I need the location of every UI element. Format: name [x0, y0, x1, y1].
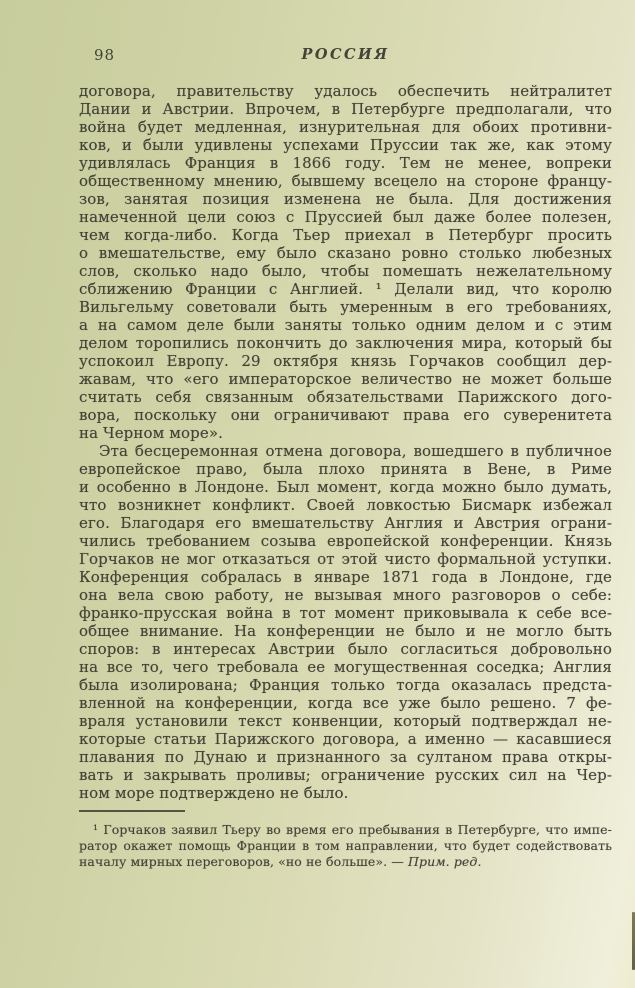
- text-line: успокоил Европу. 29 октября князь Горчаков сообщил дер-: [79, 352, 612, 370]
- text-line: зов, занятая позиция изменена не была. Для достижения: [79, 190, 612, 208]
- text-line: Дании и Австрии. Впрочем, в Петербурге предполагали, что: [79, 100, 612, 118]
- running-title: РОССИЯ: [301, 46, 390, 63]
- text-line: считать себя связанным обязательствами Парижского дого-: [79, 388, 612, 406]
- text-line: франко-прусская война в тот момент приковывала к себе все-: [79, 604, 612, 622]
- text-line: вора, поскольку они ограничивают права его суверенитета: [79, 406, 612, 424]
- text-line: делом торопились покончить до заключения мира, который бы: [79, 334, 612, 352]
- text-line: Конференция собралась в январе 1871 года в Лондоне, где: [79, 568, 612, 586]
- footnote-last-line-text: началу мирных переговоров, «но не больше». —: [79, 854, 408, 869]
- text-line: чем когда-либо. Когда Тьер приехал в Петербург просить: [79, 226, 612, 244]
- text-line: чились требованием созыва европейской конференции. Князь: [79, 532, 612, 550]
- text-line: сближению Франции с Англией. ¹ Делали вид, что королю: [79, 280, 612, 298]
- footnote-lines: [79, 822, 612, 854]
- footnote-line: ратор окажет помощь Франции в том направлении, что будет содействовать: [79, 838, 612, 853]
- text-line: она вела свою работу, не вызывая много разговоров о себе:: [79, 586, 612, 604]
- paragraph-2: [79, 442, 612, 802]
- text-line: споров: в интересах Австрии было согласиться добровольно: [79, 640, 612, 658]
- footnote-line: ¹ Горчаков заявил Тьеру во время его пребывания в Петербурге, что импе-: [93, 822, 612, 837]
- text-line: ном море подтверждено не было.: [79, 784, 349, 802]
- text-line: вленной на конференции, когда все уже было решено. 7 фе-: [79, 694, 612, 712]
- text-line: плавания по Дунаю и признанного за султаном права откры-: [79, 748, 612, 766]
- text-line: европейское право, была плохо принята в Вене, в Риме: [79, 460, 612, 478]
- text-line: общественному мнению, бывшему всецело на стороне францу-: [79, 172, 612, 190]
- text-line: слов, сколько надо было, чтобы помешать нежелательному: [79, 262, 612, 280]
- text-line: а на самом деле были заняты только одним делом и с этим: [79, 316, 612, 334]
- page-number: 98: [94, 46, 116, 64]
- footnote-separator-rule: [79, 810, 185, 812]
- text-line: была изолирована; Франция только тогда оказалась предста-: [79, 676, 612, 694]
- text-line: Эта бесцеремонная отмена договора, вошедшего в публичное: [99, 442, 612, 460]
- text-line: удивлялась Франция в 1866 году. Тем не менее, вопреки: [79, 154, 612, 172]
- text-line: которые статьи Парижского договора, а именно — касавшиеся: [79, 730, 612, 748]
- text-line: враля установили текст конвенции, который подтверждал не-: [79, 712, 612, 730]
- text-line: война будет медленная, изнурительная для обоих противни-: [79, 118, 612, 136]
- text-line: на Черном море».: [79, 424, 223, 442]
- text-line: что возникнет конфликт. Своей ловкостью Бисмарк избежал: [79, 496, 612, 514]
- page-header: [79, 46, 612, 66]
- body-text: [79, 82, 612, 802]
- text-line: вать и закрывать проливы; ограничение русских сил на Чер-: [79, 766, 612, 784]
- footnote-line: [79, 854, 612, 870]
- text-line: договора, правительству удалось обеспечить нейтралитет: [79, 82, 612, 100]
- text-line: Горчаков не мог отказаться от этой чисто формальной уступки.: [79, 550, 612, 568]
- paragraph-1: [79, 82, 612, 442]
- text-line: и особенно в Лондоне. Был момент, когда можно было думать,: [79, 478, 612, 496]
- footnote-editor-note: Прим. ред.: [407, 854, 482, 869]
- text-line: Вильгельму советовали быть умеренным в его требованиях,: [79, 298, 612, 316]
- footnote: [79, 822, 612, 870]
- text-line: намеченной цели союз с Пруссией был даже более полезен,: [79, 208, 612, 226]
- text-line: его. Благодаря его вмешательству Англия и Австрия ограни-: [79, 514, 612, 532]
- text-line: жавам, что «его императорское величество не может больше: [79, 370, 612, 388]
- text-line: о вмешательстве, ему было сказано ровно столько любезных: [79, 244, 612, 262]
- text-line: на все то, чего требовала ее могущественная соседка; Англия: [79, 658, 612, 676]
- text-line: общее внимание. На конференции не было и не могло быть: [79, 622, 612, 640]
- text-line: ков, и были удивлены успехами Пруссии так же, как этому: [79, 136, 612, 154]
